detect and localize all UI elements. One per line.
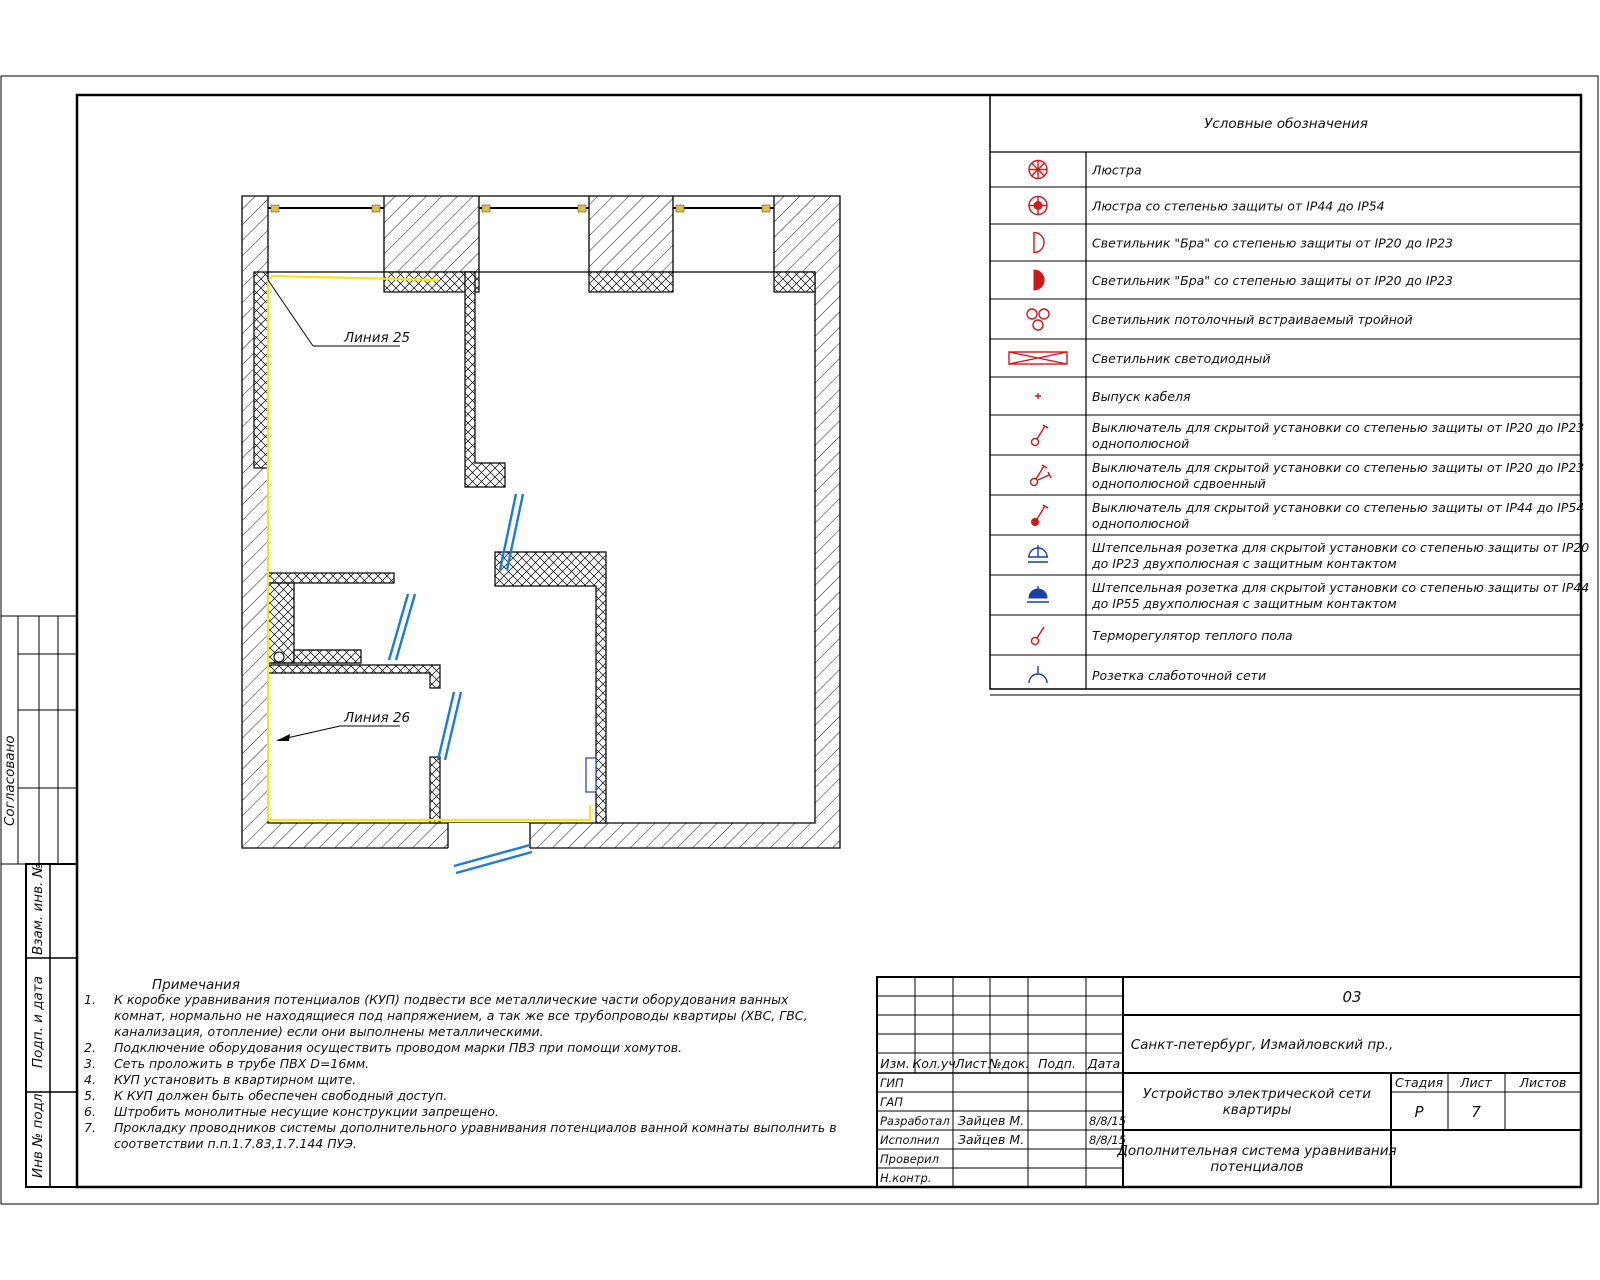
side-stamp [1,616,77,1187]
note-number: 3. [84,1056,96,1071]
line-26-label: Линия 26 [344,710,411,726]
kup-box [586,758,596,792]
signature-role: Н.контр. [880,1171,932,1185]
left-strip [254,272,268,468]
legend-label: Штепсельная розетка для скрытой установки со степенью защиты от IP44 [1092,580,1590,595]
signature-role: Исполнил [880,1133,940,1147]
sill-3 [774,272,815,292]
note-number: 1. [84,992,96,1007]
note-text: комнат, нормально не находящиеся под напряжением, а так же все трубопроводы квартиры (ХВС, ГВС, [114,1008,808,1023]
legend-label-line2: однополюсной [1092,436,1190,451]
side-agreed-label: Согласовано [2,735,18,826]
bath-wall-left [268,583,294,663]
project-line-1: Устройство электрической сети [1142,1086,1372,1102]
windows [268,205,774,212]
bath-wall-top [268,573,394,583]
legend-label: Светильник "Бра" со степенью защиты от IP20 до IP23 [1092,235,1453,251]
double-switch-icon [1031,465,1052,486]
legend-row [990,420,1584,455]
signature-row [880,1171,931,1185]
legend-row [990,500,1584,535]
signature-row [880,1152,940,1166]
signature-row [880,1076,904,1090]
title-block [877,977,1581,1187]
legend-row [990,580,1589,615]
legend-label-line2: до IP23 двухполюсная с защитным контактом [1092,556,1397,571]
signature-row [880,1095,903,1109]
note-text: Штробить монолитные несущие конструкции запрещено. [114,1104,499,1119]
low-current-socket-icon [1029,666,1047,683]
sill-2 [589,272,673,292]
notes-title: Примечания [152,977,240,993]
note-text: КУП установить в квартирном щите. [114,1072,357,1087]
hdr-podp: Подп. [1038,1056,1076,1071]
wall-lamp-icon [1034,233,1044,253]
sheets-label: Листов [1519,1075,1567,1090]
hdr-izm: Изм. [880,1056,910,1071]
signature-name: Зайцев М. [958,1132,1025,1147]
note-text: К коробке уравнивания потенциалов (КУП) подвести все металлические части оборудования ванных [114,992,789,1007]
sheet-title-line-1: Дополнительная система уравнивания [1117,1143,1397,1159]
switch-icon [1032,425,1049,446]
sheet-number: 7 [1471,1103,1481,1121]
note-text: соответствии п.п.1.7.83,1.7.144 ПУЭ. [114,1136,357,1151]
sheet-label: Лист [1460,1075,1492,1090]
legend-row [990,270,1581,299]
corridor-wall [268,665,440,688]
legend-label: Светильник "Бра" со степенью защиты от IP20 до IP23 [1092,273,1453,288]
socket-icon [1028,545,1048,562]
hdr-doc: №док. [988,1056,1030,1071]
signature-date: 8/8/15 [1089,1114,1127,1128]
wc-wall [430,757,440,823]
signature-role: ГАП [880,1095,903,1109]
note-text: К КУП должен быть обеспечен свободный доступ. [114,1088,448,1103]
note-number: 6. [84,1104,96,1119]
legend-title: Условные обозначения [1204,116,1368,132]
signature-row [880,1132,1126,1147]
doors [389,494,532,873]
legend-row [990,540,1589,575]
legend-label: Розетка слаботочной сети [1092,668,1267,683]
thermostat-icon [1032,627,1045,645]
signature-role: ГИП [880,1076,904,1090]
note-text: Прокладку проводников системы дополнительного уравнивания потенциалов ванной комнаты выполнить в [114,1120,837,1135]
legend-row [990,161,1581,188]
notes [84,977,837,1151]
partition-upper [465,272,505,487]
signature-role: Проверил [880,1152,939,1166]
legend-label: Выключатель для скрытой установки со степенью защиты от IP20 до IP23 [1092,460,1585,475]
legend-label-line2: однополюсной [1092,516,1190,531]
triple-ceiling-light-icon [1027,309,1049,330]
signature-name: Зайцев М. [958,1113,1025,1128]
stage-value: Р [1414,1103,1424,1121]
legend-label: Светильник потолочный встраиваемый тройной [1092,312,1413,327]
line-26-route [268,665,590,820]
led-light-icon [1009,352,1067,364]
legend-row [990,666,1581,695]
legend-row [990,389,1581,415]
side-inv-label: Взам. инв. № [30,863,46,955]
signature-role: Разработал [880,1114,950,1128]
hdr-kol: Кол.уч [912,1056,956,1071]
legend-label-line2: однополюсной сдвоенный [1092,476,1266,491]
legend-row [990,309,1581,339]
legend-label: Светильник светодиодный [1092,351,1271,366]
legend-row [990,627,1581,655]
outer-walls [242,196,840,848]
note-number: 7. [84,1120,96,1135]
sheet-title-line-2: потенциалов [1210,1159,1304,1175]
note-text: канализация, отопление) если они выполнены металлическими. [114,1024,544,1039]
doc-code: 03 [1342,988,1362,1006]
hdr-date: Дата [1087,1056,1121,1071]
legend-label: Выключатель для скрытой установки со степенью защиты от IP44 до IP54 [1092,500,1585,515]
legend-row [990,233,1581,262]
note-number: 2. [84,1040,96,1055]
legend-table [990,95,1589,695]
bath-fixture-icon [274,652,284,662]
signature-date: 8/8/15 [1089,1133,1127,1147]
wall-lamp-filled-icon [1034,270,1044,290]
stage-label: Стадия [1395,1075,1443,1090]
side-inv-orig-label: Инв № подл. [30,1089,46,1178]
address: Санкт-петербург, Измайловский пр., [1130,1037,1394,1053]
legend-label-line2: до IP55 двухполюсная с защитным контактом [1092,596,1397,611]
legend-row [990,351,1581,377]
note-number: 5. [84,1088,96,1103]
legend-row [990,460,1584,495]
line-25-label: Линия 25 [344,330,411,346]
hdr-list: Лист [955,1056,987,1071]
socket-ip44-icon [1027,586,1049,602]
note-number: 4. [84,1072,96,1087]
cable-outlet-icon [1035,393,1041,399]
floor-plan [242,196,840,873]
chandelier-ip44-icon [1029,197,1047,215]
legend-row [990,197,1581,225]
legend-label: Терморегулятор теплого пола [1092,628,1293,643]
note-text: Сеть проложить в трубе ПВХ D=16мм. [114,1056,370,1071]
legend-label: Выпуск кабеля [1092,389,1191,404]
chandelier-icon [1029,161,1047,179]
switch-ip44-icon [1031,505,1048,526]
side-sign-date-label: Подп. и дата [30,976,46,1068]
note-text: Подключение оборудования осуществить проводом марки ПВЗ при помощи хомутов. [114,1040,683,1055]
legend-label: Люстра [1092,162,1142,178]
signature-row [880,1113,1126,1128]
legend-label: Выключатель для скрытой установки со степенью защиты от IP20 до IP23 [1092,420,1585,435]
legend-label: Люстра со степенью защиты от IP44 до IP54 [1092,198,1385,214]
project-line-2: квартиры [1222,1102,1292,1118]
legend-label: Штепсельная розетка для скрытой установки со степенью защиты от IP20 [1092,540,1590,555]
